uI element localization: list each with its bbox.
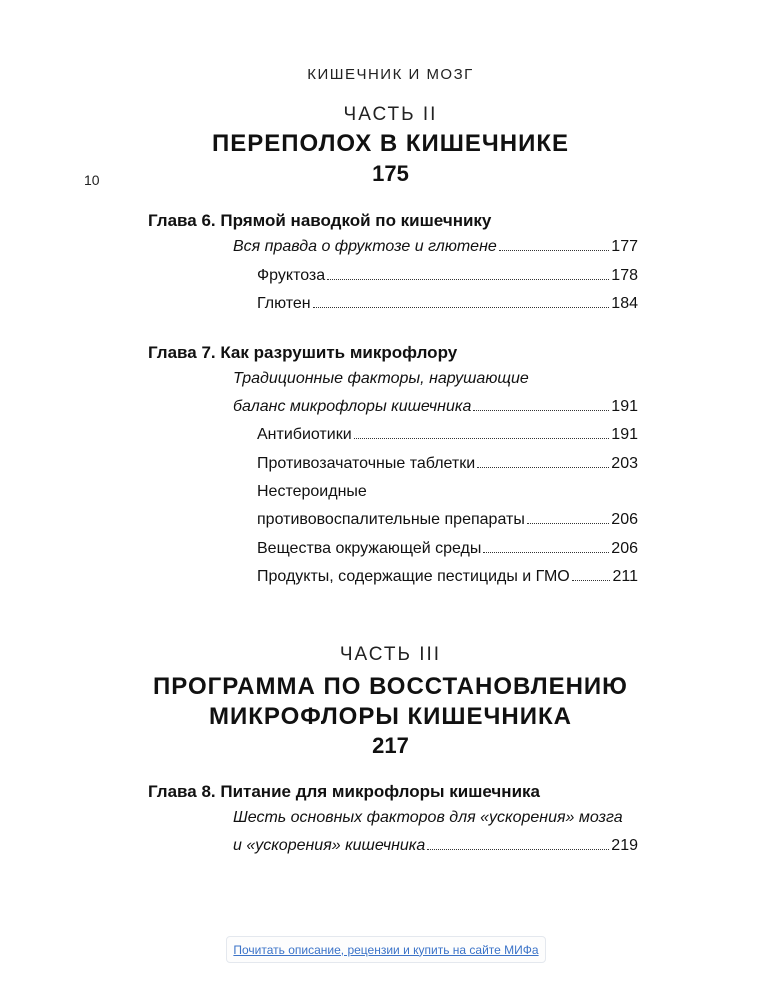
toc-entry-page: 203: [611, 455, 638, 472]
toc-entry-text: Вещества окружающей среды: [257, 540, 482, 557]
part-3-label: ЧАСТЬ III: [339, 644, 442, 665]
section-title-line: Шесть основных факторов для «ускорения» мозга: [233, 809, 623, 826]
toc-entry-page: 178: [611, 267, 638, 284]
toc-entry-page: 206: [611, 511, 638, 528]
toc-entry-text: Продукты, содержащие пестициды и ГМО: [257, 568, 570, 585]
toc-entry: [257, 568, 638, 586]
dot-leader: [499, 250, 610, 251]
toc-entry: [257, 511, 638, 529]
section-title-line: Традиционные факторы, нарушающие: [233, 370, 529, 387]
toc-entry-text: Вся правда о фруктозе и глютене: [233, 238, 497, 255]
part-2-label: ЧАСТЬ II: [343, 104, 438, 125]
toc-entry-page: 184: [611, 295, 638, 312]
part-3-title-line2: МИКРОФЛОРЫ КИШЕЧНИКА: [209, 703, 572, 730]
dot-leader: [354, 438, 610, 439]
part-3-page: 217: [372, 733, 409, 758]
chapter-8-title: Глава 8. Питание для микрофлоры кишечника: [148, 782, 540, 801]
toc-entry-page: 177: [611, 238, 638, 255]
toc-entry-text: Глютен: [257, 295, 311, 312]
chapter-7-title: Глава 7. Как разрушить микрофлору: [148, 343, 458, 362]
toc-entry-text: Антибиотики: [257, 426, 352, 443]
part-2-page: 175: [372, 161, 409, 186]
toc-entry: [257, 455, 638, 473]
dot-leader: [313, 307, 610, 308]
dot-leader: [473, 410, 609, 411]
toc-entry-page: 219: [611, 837, 638, 854]
footer-link-bar: [226, 936, 546, 963]
toc-entry-text: Фруктоза: [257, 267, 326, 284]
part-2-title: ПЕРЕПОЛОХ В КИШЕЧНИКЕ: [212, 130, 569, 157]
dot-leader: [483, 552, 609, 553]
dot-leader: [477, 467, 609, 468]
part-3-title-line1: ПРОГРАММА ПО ВОССТАНОВЛЕНИЮ: [153, 673, 628, 700]
chapter-6-title: Глава 6. Прямой наводкой по кишечнику: [148, 211, 492, 230]
dot-leader: [527, 523, 609, 524]
page-number: 10: [84, 172, 100, 188]
dot-leader: [572, 580, 611, 581]
toc-entry-text: Противозачаточные таблетки: [257, 455, 476, 472]
toc-entry-page: 191: [611, 398, 638, 415]
dot-leader: [327, 279, 609, 280]
toc-entry: [257, 540, 638, 558]
toc-entry: [233, 398, 638, 416]
dot-leader: [427, 849, 609, 850]
toc-entry-text: баланс микрофлоры кишечника: [233, 398, 472, 415]
toc-entry-page: 191: [611, 426, 638, 443]
toc-entry: [257, 295, 638, 313]
toc-entry-page: 211: [612, 568, 638, 585]
toc-entry: [233, 238, 638, 256]
toc-entry-text: противовоспалительные препараты: [257, 511, 525, 528]
toc-entry-text: Нестероидные: [257, 483, 367, 500]
toc-entry-page: 206: [611, 540, 638, 557]
buy-on-mif-link[interactable]: Почитать описание, рецензии и купить на сайте МИФа: [233, 942, 539, 957]
running-head: КИШЕЧНИК И МОЗГ: [307, 66, 474, 83]
toc-entry-text: и «ускорения» кишечника: [233, 837, 426, 854]
toc-entry: [257, 267, 638, 285]
toc-entry: [257, 426, 638, 444]
toc-entry: [233, 837, 638, 855]
